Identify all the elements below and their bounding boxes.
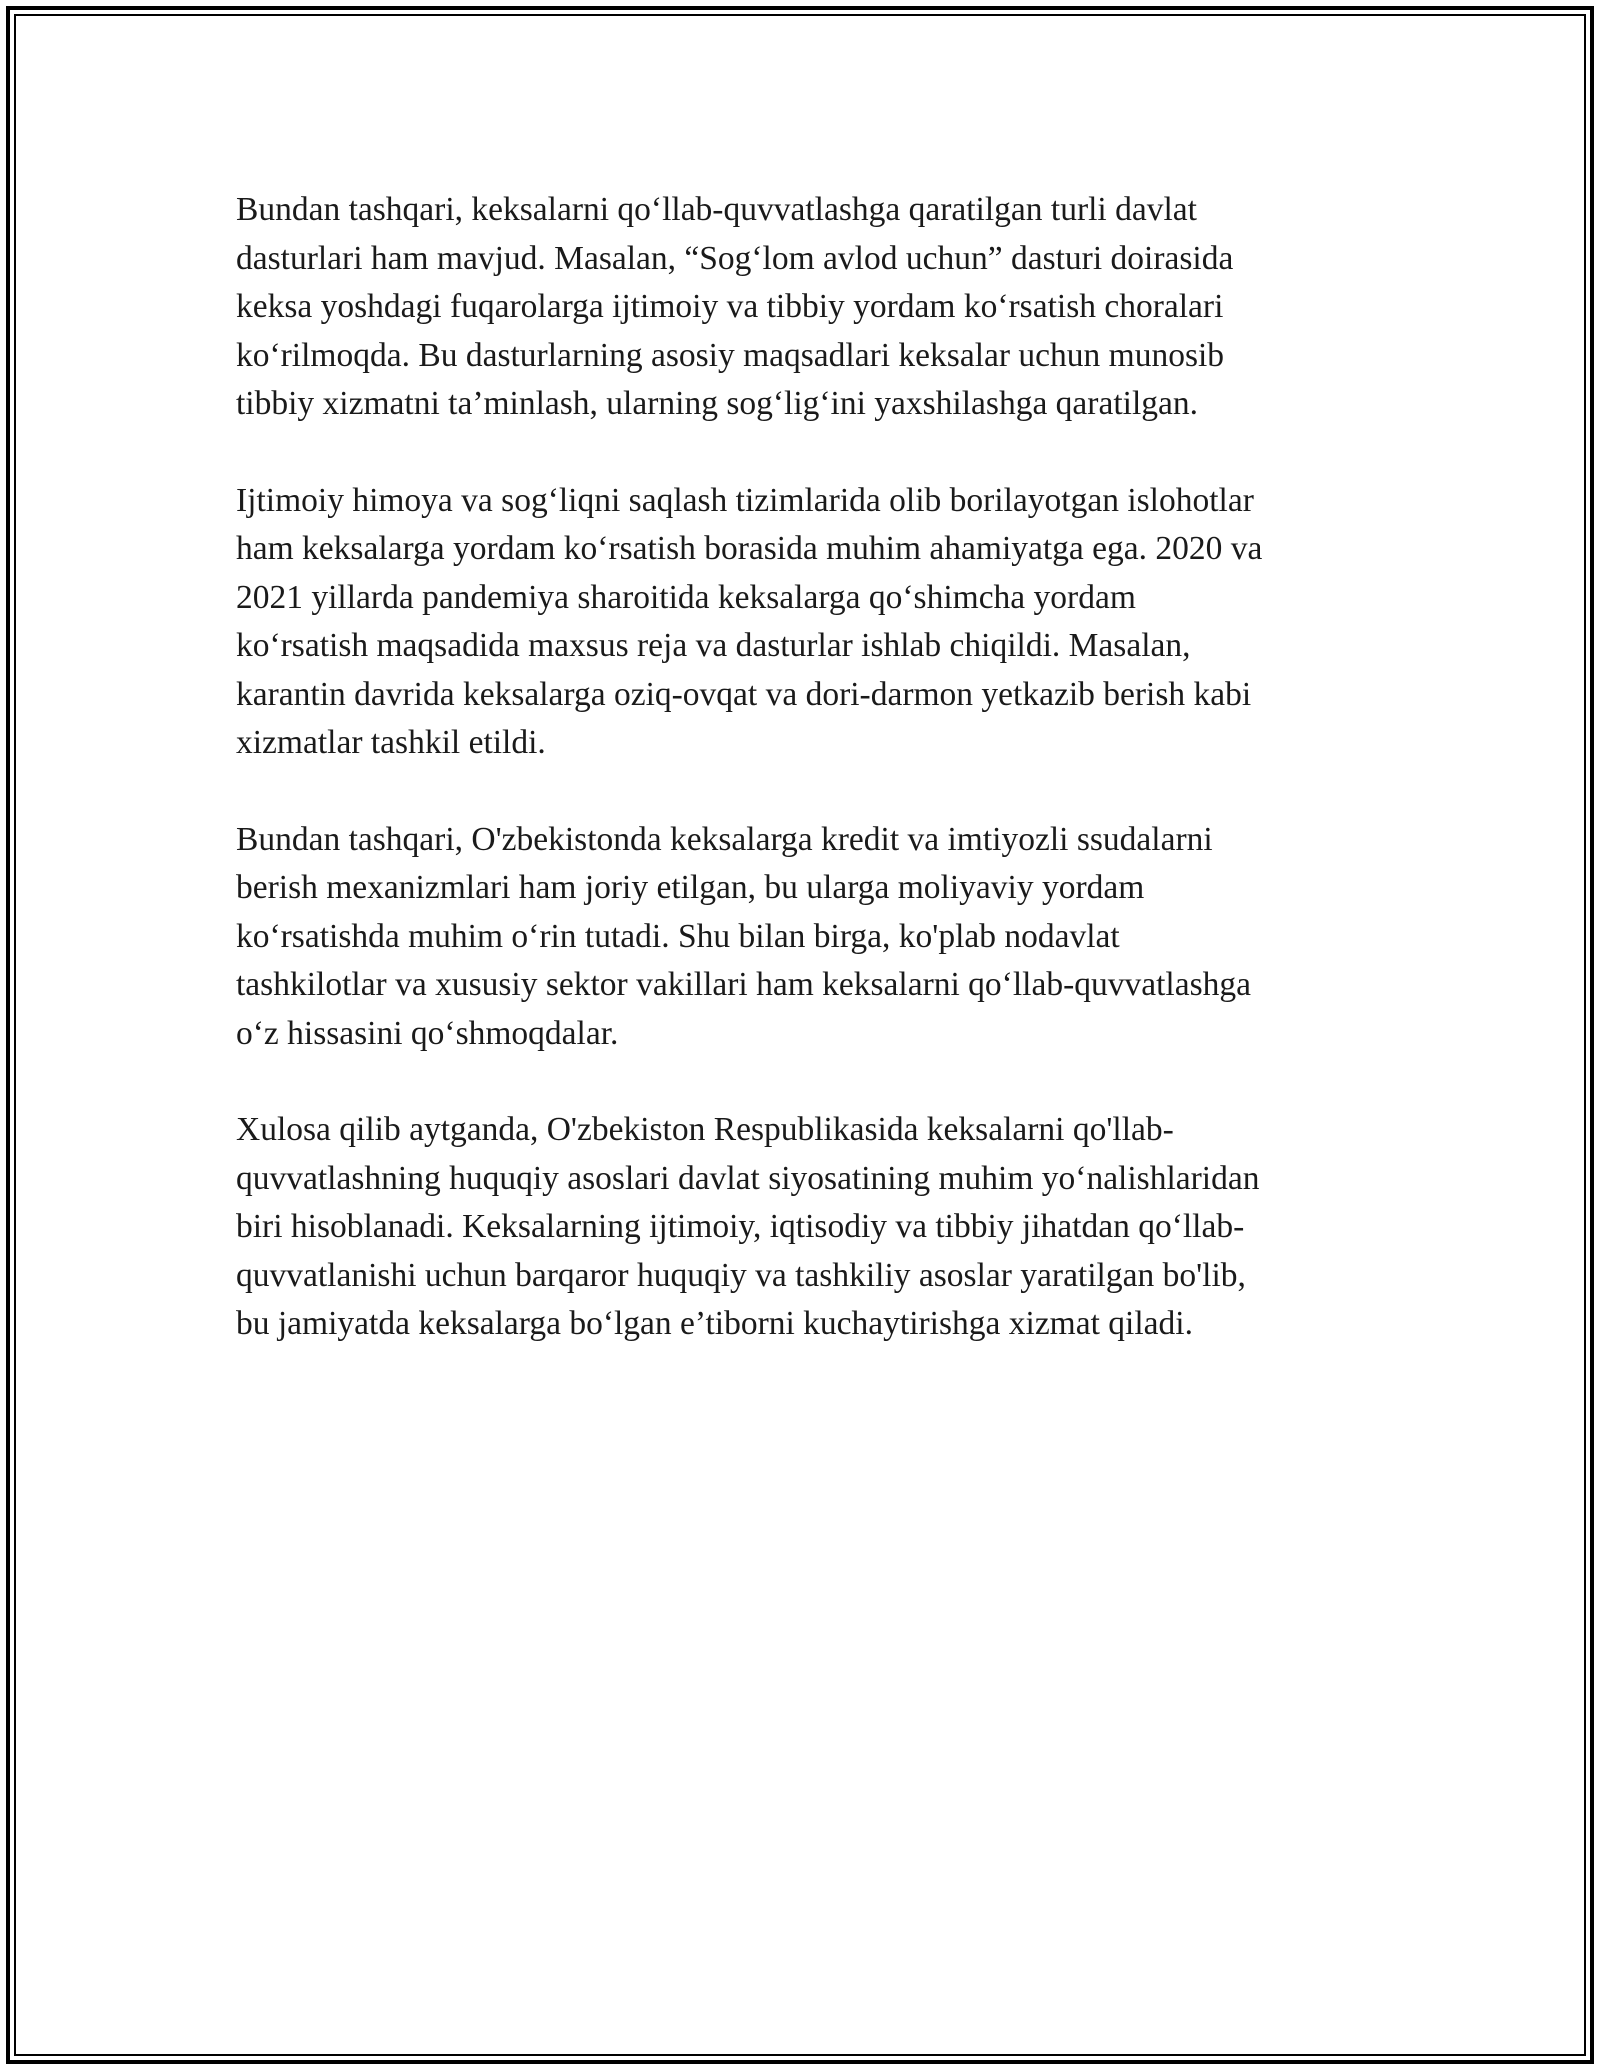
paragraph-social-protection-reforms: Ijtimoiy himoya va sog‘liqni saqlash tizimlarida olib borilayotgan islohotlar ham keksalarga yordam ko‘rsatish borasida muhim ahamiyatga ega. 2020 va 2021 yillarda pandemiya sharoitida keksalarga qo‘shimcha yordam ko‘rsatish maqsadida maxsus reja va dasturlar ishlab chiqildi. Masalan, karantin davrida keksalarga oziq-ovqat va dori-darmon yetkazib berish kabi xizmatlar tashkil etildi.	[236, 481, 1263, 761]
paragraph-government-programs: Bundan tashqari, keksalarni qo‘llab-quvvatlashga qaratilgan turli davlat dasturlari ham mavjud. Masalan, “Sog‘lom avlod uchun” dasturi doirasida keksa yoshdagi fuqarolarga ijtimoiy va tibbiy yordam ko‘rsatish choralari ko‘rilmoqda. Bu dasturlarning asosiy maqsadlari keksalar uchun munosib tibbiy xizmatni ta’minlash, ularning sog‘lig‘ini yaxshilashga qaratilgan.	[236, 191, 1234, 422]
document-body	[236, 186, 1366, 1397]
paragraph-conclusion: Xulosa qilib aytganda, O'zbekiston Respublikasida keksalarni qo'llab- quvvatlashning huquqiy asoslari davlat siyosatining muhim yo‘nalishlaridan biri hisoblanadi. Keksalarning ijtimoiy, iqtisodiy va tibbiy jihatdan qo‘llab- quvvatlanishi uchun barqaror huquqiy va tashkiliy asoslar yaratilgan bo'lib, bu jamiyatda keksalarga bo‘lgan e’tiborni kuchaytirishga xizmat qiladi.	[236, 1111, 1260, 1342]
paragraph-credit-mechanisms: Bundan tashqari, O'zbekistonda keksalarga kredit va imtiyozli ssudalarni berish mexanizmlari ham joriy etilgan, bu ularga moliyaviy yordam ko‘rsatishda muhim o‘rin tutadi. Shu bilan birga, ko'plab nodavlat tashkilotlar va xususiy sektor vakillari ham keksalarni qo‘llab-quvvatlashga o‘z hissasini qo‘shmoqdalar.	[236, 820, 1251, 1052]
